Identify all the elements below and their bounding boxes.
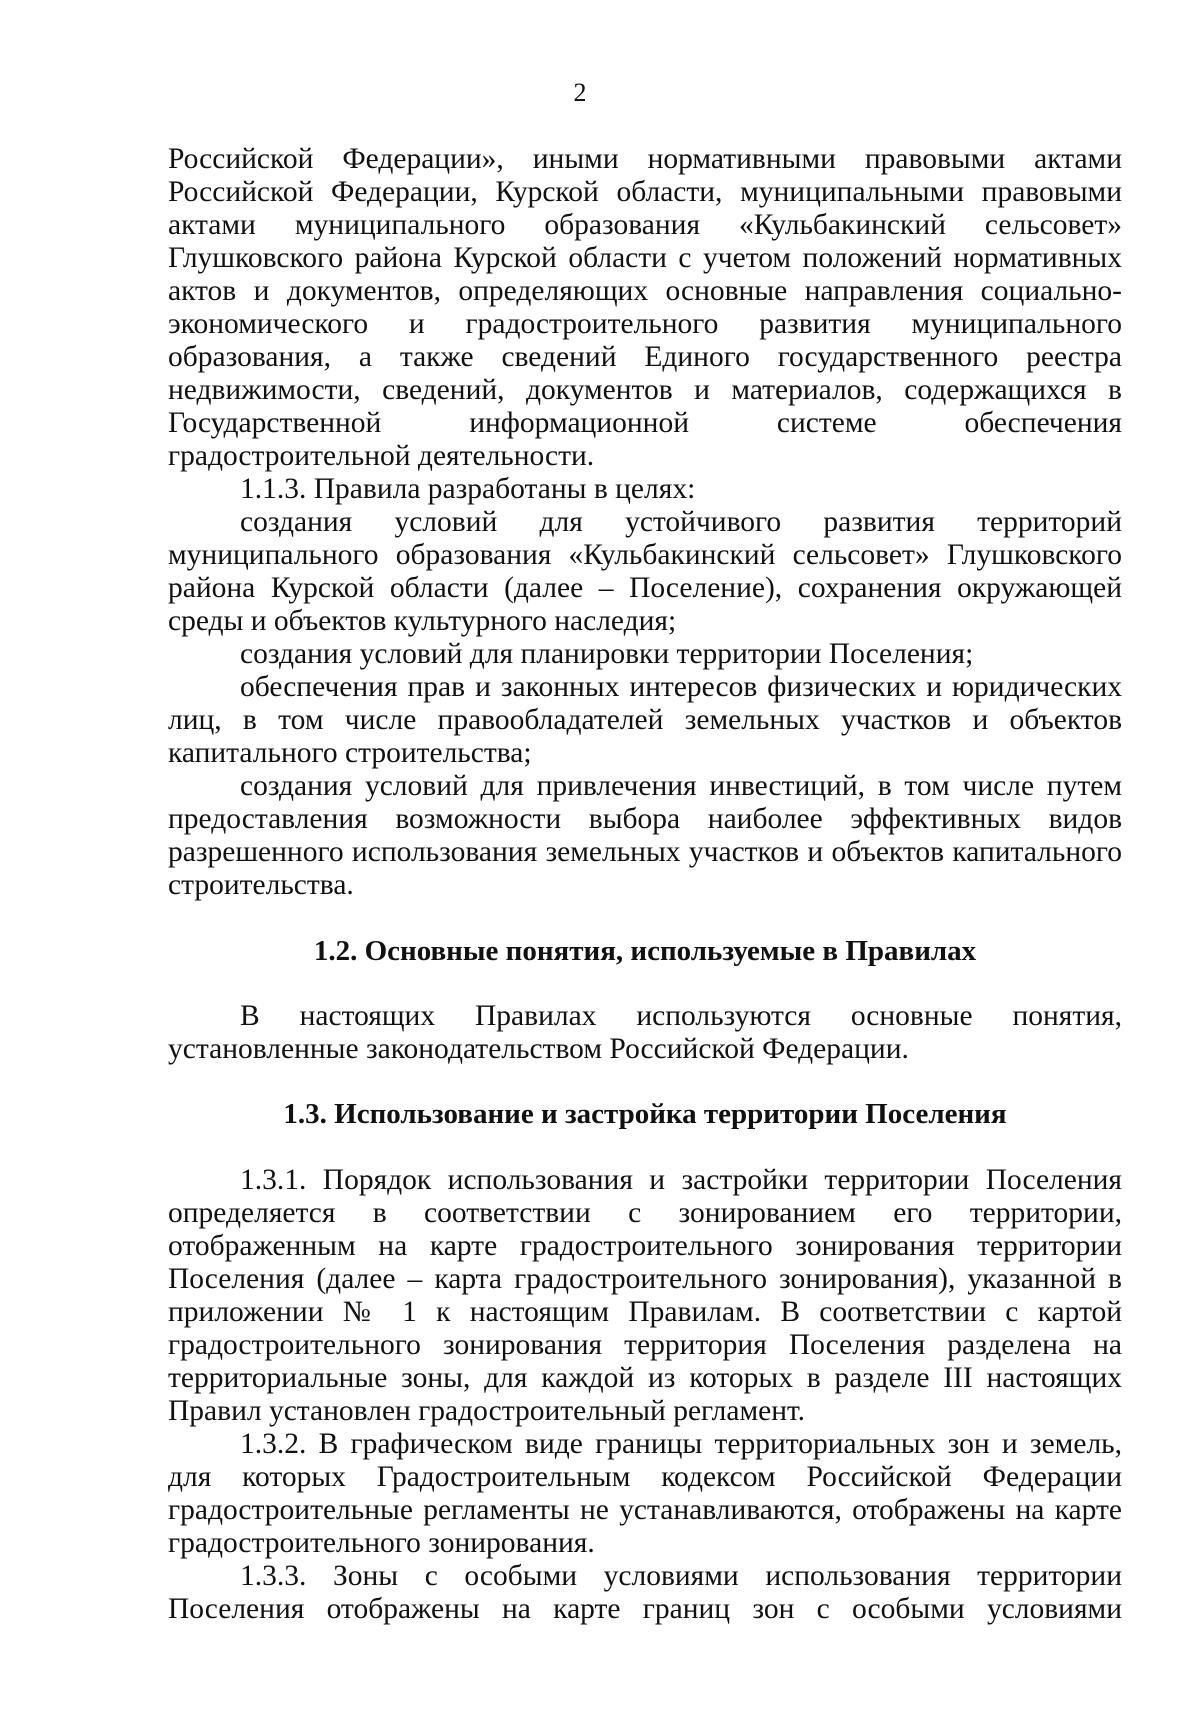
paragraph-line: градостроительные регламенты не устанавливаются, отображены на карте	[168, 1494, 1122, 1526]
paragraph-line: 1.3.1. Порядок использования и застройки территории Поселения	[240, 1164, 1122, 1196]
paragraph-line: 1.3.2. В графическом виде границы территориальных зон и земель,	[240, 1428, 1122, 1460]
paragraph-line: Правил установлен градостроительный регламент.	[168, 1395, 806, 1427]
paragraph-1-3-2	[168, 1428, 1122, 1560]
paragraph-line: Государственной информационной системе обеспечения	[168, 407, 1122, 439]
paragraph-line: для которых Градостроительным кодексом Российской Федерации	[168, 1461, 1122, 1493]
paragraph-1-3-1	[168, 1164, 1122, 1428]
paragraph-line: территориальные зоны, для каждой из которых в разделе III настоящих	[168, 1362, 1122, 1394]
paragraph-line: обеспечения прав и законных интересов физических и юридических	[240, 671, 1122, 703]
section-1-2-text	[168, 1000, 1122, 1066]
paragraph-line: образования, а также сведений Единого государственного реестра	[168, 341, 1122, 373]
paragraph-concepts	[168, 1000, 1122, 1066]
section-1-3-text	[168, 1164, 1122, 1626]
paragraph-line: приложении № 1 к настоящим Правилам. В соответствии с картой	[168, 1296, 1122, 1328]
paragraph-line: Российской Федерации», иными нормативными правовыми актами	[168, 143, 1122, 175]
paragraph-line: недвижимости, сведений, документов и материалов, содержащихся в	[168, 374, 1122, 406]
paragraph-line: В настоящих Правилах используются основные понятия,	[240, 1000, 1122, 1032]
paragraph-line: определяется в соответствии с зонированием его территории,	[168, 1197, 1122, 1229]
goal-item-3	[168, 671, 1122, 770]
paragraph-line: муниципального образования «Кульбакинский сельсовет» Глушковского	[168, 539, 1122, 571]
section-heading-1-2-wrap	[168, 935, 1122, 968]
section-heading-1-3-wrap	[168, 1098, 1122, 1131]
paragraph-line: лиц, в том числе правообладателей земельных участков и объектов	[168, 704, 1122, 736]
section-heading-1-2: 1.2. Основные понятия, используемые в Правилах	[313, 935, 977, 967]
paragraph-line: установленные законодательством Российской Федерации.	[168, 1033, 909, 1065]
paragraph-line: разрешенного использования земельных участков и объектов капитального	[168, 836, 1122, 868]
paragraph-line: создания условий для планировки территории Поселения;	[240, 638, 974, 670]
paragraph-line: градостроительного зонирования.	[168, 1527, 595, 1559]
paragraph-line: актов и документов, определяющих основные направления социально-	[168, 275, 1122, 307]
paragraph-line: создания условий для устойчивого развития территорий	[240, 506, 1122, 538]
paragraph-1-3-3	[168, 1560, 1122, 1626]
paragraph-line: Глушковского района Курской области с учетом положений нормативных	[168, 242, 1122, 274]
paragraph-line: 1.3.3. Зоны с особыми условиями использования территории	[240, 1560, 1122, 1592]
paragraph-line: отображенным на карте градостроительного зонирования территории	[168, 1230, 1122, 1262]
page-number: 2	[573, 78, 587, 107]
paragraph-line: создания условий для привлечения инвестиций, в том числе путем	[240, 770, 1122, 802]
paragraph-line: района Курской области (далее – Поселение), сохранения окружающей	[168, 572, 1122, 604]
paragraph-line: градостроительного зонирования территория Поселения разделена на	[168, 1329, 1122, 1361]
goal-item-4	[168, 770, 1122, 902]
section-1-1-text	[168, 143, 1122, 902]
paragraph-line: предоставления возможности выбора наиболее эффективных видов	[168, 803, 1122, 835]
paragraph-line: 1.1.3. Правила разработаны в целях:	[240, 473, 696, 505]
paragraph-line: Поселения отображены на карте границ зон с особыми условиями	[168, 1593, 1122, 1625]
paragraph-line: строительства.	[168, 869, 354, 901]
paragraph-line: среды и объектов культурного наследия;	[168, 605, 677, 637]
paragraph-1-1-3	[168, 473, 1122, 506]
paragraph-line: экономического и градостроительного развития муниципального	[168, 308, 1122, 340]
paragraph-line: Российской Федерации, Курской области, муниципальными правовыми	[168, 176, 1122, 208]
paragraph-line: градостроительной деятельности.	[168, 440, 595, 472]
paragraph-line: Поселения (далее – карта градостроительного зонирования), указанной в	[168, 1263, 1122, 1295]
goal-item-1	[168, 506, 1122, 638]
paragraph-continuation	[168, 143, 1122, 473]
goal-item-2	[168, 638, 1122, 671]
section-heading-1-3: 1.3. Использование и застройка территории Поселения	[283, 1098, 1007, 1130]
paragraph-line: актами муниципального образования «Кульбакинский сельсовет»	[168, 209, 1122, 241]
paragraph-line: капитального строительства;	[168, 737, 532, 769]
